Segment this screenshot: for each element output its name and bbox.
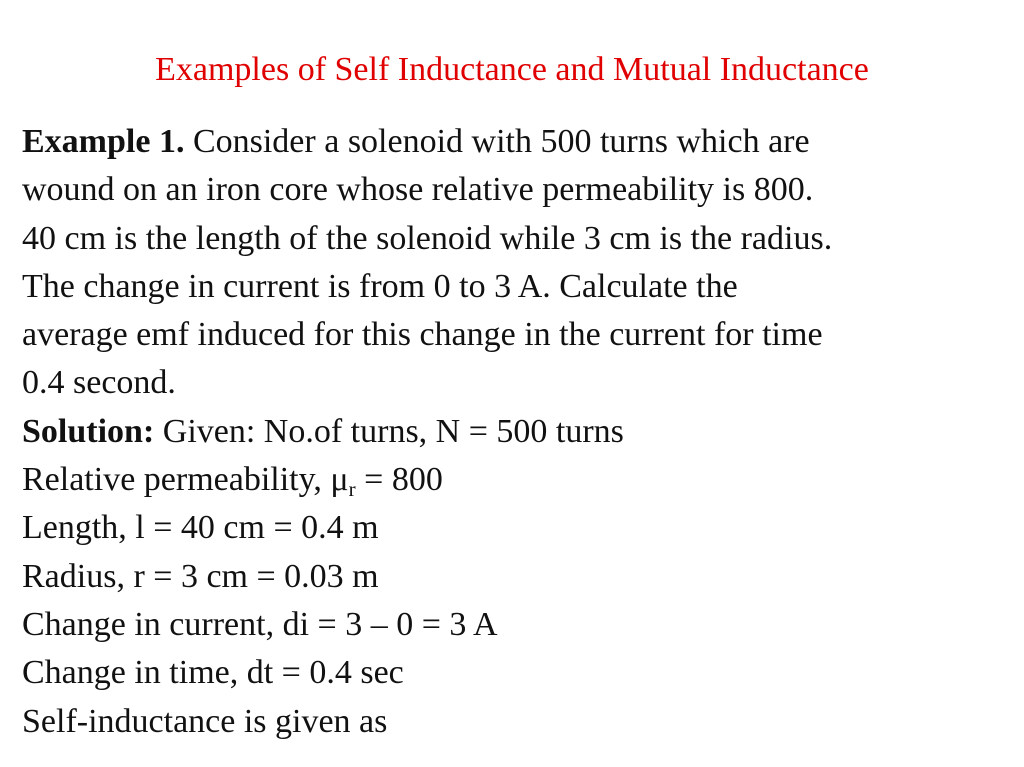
example-line-1 [22,118,1012,166]
mu-subscript: r [348,477,356,502]
example-heading: Example 1. [22,123,185,160]
example-line-4: The change in current is from 0 to 3 A. Calculate the [22,267,738,305]
slide-title: Examples of Self Inductance and Mutual Inductance [155,51,869,88]
length-line: Length, l = 40 cm = 0.4 m [22,509,379,547]
example-line-5: average emf induced for this change in the current for time [22,316,823,354]
example-line-3: 40 cm is the length of the solenoid while 3 cm is the radius. [22,219,833,257]
time-line: Change in time, dt = 0.4 sec [22,654,404,692]
radius-line: Radius, r = 3 cm = 0.03 m [22,557,379,595]
self-inductance-line: Self-inductance is given as [22,702,388,740]
permeability-prefix: Relative permeability, [22,461,331,499]
permeability-line [22,456,1012,504]
solution-line [22,408,1012,456]
example-line-6: 0.4 second. [22,364,176,402]
mu-symbol: μ [330,461,349,499]
example-text: Consider a solenoid with 500 turns which are [184,123,810,160]
slide-body [22,118,1012,746]
example-line-2: wound on an iron core whose relative permeability is 800. [22,171,814,209]
permeability-suffix: = 800 [355,461,443,499]
current-line: Change in current, di = 3 – 0 = 3 A [22,605,498,643]
solution-heading: Solution: [22,412,155,450]
solution-given: Given: No.of turns, N = 500 turns [154,412,624,450]
